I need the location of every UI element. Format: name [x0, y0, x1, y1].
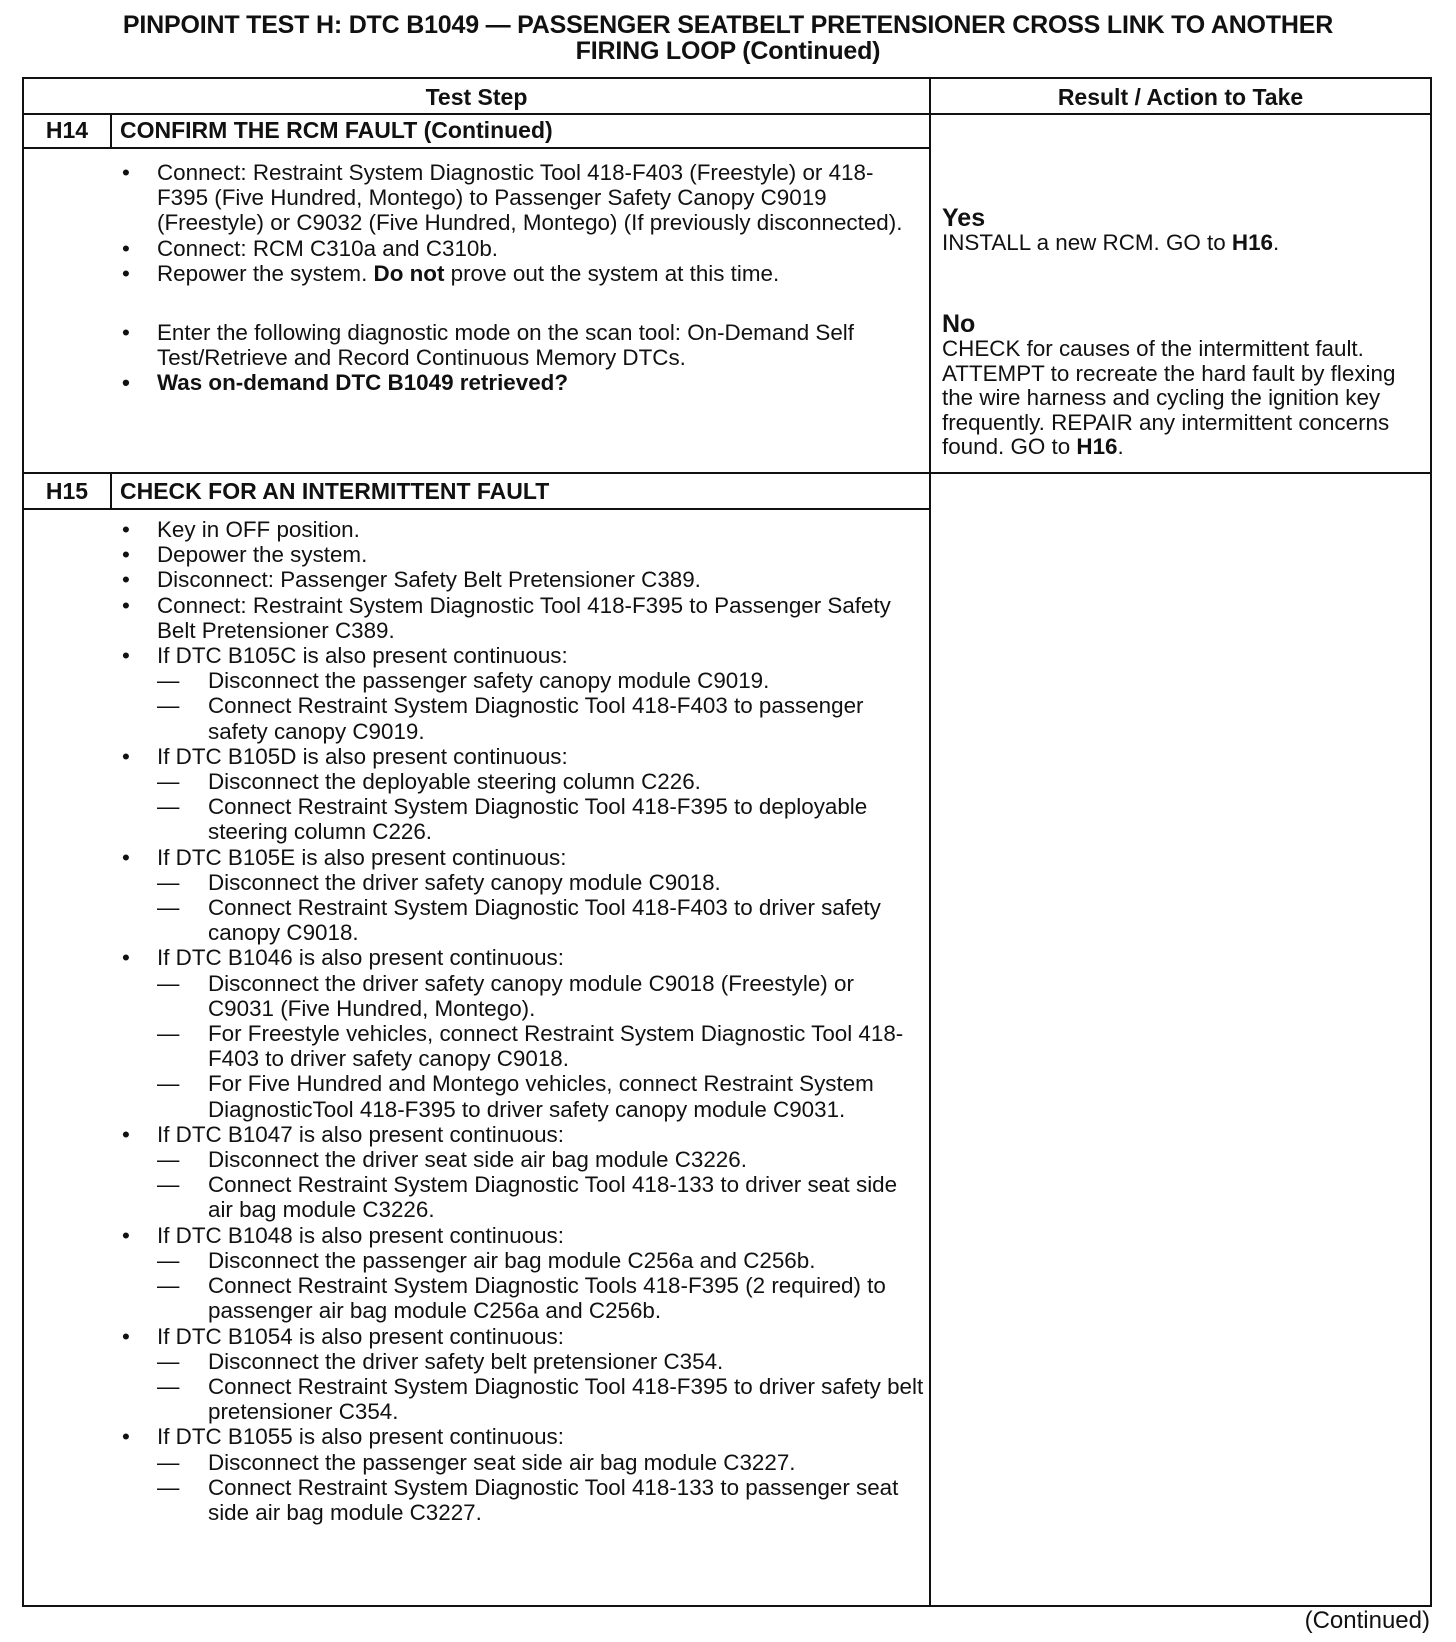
step-title: CONFIRM THE RCM FAULT (Continued)	[120, 117, 553, 143]
column-divider	[929, 79, 931, 1605]
step-id: H15	[45, 478, 89, 504]
list-item: • Connect: Restraint System Diagnostic Tool 418-F403 (Freestyle) or 418-F395 (Five Hundred, Montego) to Passenger Safety Canopy C9019 (Freestyle) or C9032 (Five Hundred, Montego) (If previously disconnected).	[122, 160, 903, 236]
sub-list-item: — Disconnect the passenger safety canopy module C9019.	[157, 668, 770, 694]
sub-list-item: — Connect Restraint System Diagnostic Tool 418-133 to driver seat side air bag module C3226.	[157, 1172, 898, 1223]
title-line-1: PINPOINT TEST H: DTC B1049 — PASSENGER SEATBELT PRETENSIONER CROSS LINK TO ANOTHER	[122, 11, 1334, 39]
sub-list-item: — Disconnect the deployable steering column C226.	[157, 769, 701, 795]
step-id-divider	[110, 113, 112, 149]
list-item: • If DTC B105D is also present continuous:	[122, 743, 568, 769]
result-no	[942, 311, 1422, 460]
sub-list-item: — Disconnect the driver seat side air bag module C3226.	[157, 1147, 747, 1173]
sub-list-item: — Disconnect the passenger seat side air bag module C3227.	[157, 1449, 796, 1475]
result-text: CHECK for causes of the intermittent fault. ATTEMPT to recreate the hard fault by flexing the wire harness and cycling the ignition key frequently. REPAIR any intermittent concerns found. GO to H16.	[942, 336, 1396, 460]
step-h15-actions	[24, 517, 924, 1525]
sub-list-item: — For Five Hundred and Montego vehicles, connect Restraint System DiagnosticTool 418-F395 to driver safety canopy module C9031.	[157, 1071, 874, 1122]
list-item: • Disconnect: Passenger Safety Belt Pretensioner C389.	[122, 567, 701, 593]
list-item: • If DTC B1054 is also present continuous:	[122, 1323, 564, 1349]
list-item: • If DTC B105E is also present continuous:	[122, 844, 567, 870]
column-header-test-step: Test Step	[425, 84, 528, 110]
result-text: INSTALL a new RCM. GO to H16.	[942, 230, 1280, 255]
sub-list-item: — Disconnect the driver safety belt pretensioner C354.	[157, 1348, 724, 1374]
list-item: • If DTC B1046 is also present continuous:	[122, 945, 564, 971]
list-item: • Connect: RCM C310a and C310b.	[122, 235, 499, 261]
list-item: • Was on-demand DTC B1049 retrieved?	[122, 370, 569, 396]
list-item: • Connect: Restraint System Diagnostic Tool 418-F395 to Passenger Safety Belt Pretensioner C389.	[122, 592, 891, 643]
step-id-divider	[110, 474, 112, 510]
list-item: • If DTC B105C is also present continuous:	[122, 643, 568, 669]
step-h14-actions	[24, 160, 924, 396]
list-item: • Enter the following diagnostic mode on the scan tool: On-Demand Self Test/Retrieve and Record Continuous Memory DTCs.	[122, 320, 854, 371]
step-title-rule	[24, 147, 929, 149]
list-item: • If DTC B1048 is also present continuous:	[122, 1222, 564, 1248]
result-label: No	[942, 310, 976, 338]
sub-list-item: — Connect Restraint System Diagnostic Tool 418-F403 to driver safety canopy C9018.	[157, 895, 881, 946]
sub-list-item: — Connect Restraint System Diagnostic Tool 418-F395 to deployable steering column C226.	[157, 794, 868, 845]
sub-list-item: — For Freestyle vehicles, connect Restraint System Diagnostic Tool 418-F403 to driver safety canopy C9018.	[157, 1021, 904, 1072]
result-label: Yes	[942, 204, 986, 232]
list-item: • Depower the system.	[122, 542, 368, 568]
sub-list-item: — Disconnect the passenger air bag module C256a and C256b.	[157, 1247, 816, 1273]
title-line-2: FIRING LOOP (Continued)	[575, 37, 881, 65]
column-header-result: Result / Action to Take	[1057, 84, 1304, 110]
page-title	[0, 12, 1456, 64]
sub-list-item: — Disconnect the driver safety canopy module C9018.	[157, 869, 721, 895]
list-item: • If DTC B1055 is also present continuous:	[122, 1424, 564, 1450]
result-yes	[942, 205, 1422, 256]
list-item: • If DTC B1047 is also present continuous:	[122, 1121, 564, 1147]
sub-list-item: — Connect Restraint System Diagnostic Tool 418-F403 to passenger safety canopy C9019.	[157, 693, 864, 744]
sub-list-item: — Connect Restraint System Diagnostic Tools 418-F395 (2 required) to passenger air bag module C256a and C256b.	[157, 1273, 886, 1324]
step-title: CHECK FOR AN INTERMITTENT FAULT	[120, 478, 550, 504]
sub-list-item: — Disconnect the driver safety canopy module C9018 (Freestyle) or C9031 (Five Hundred, Montego).	[157, 970, 854, 1021]
step-id: H14	[45, 117, 89, 143]
sub-list-item: — Connect Restraint System Diagnostic Tool 418-133 to passenger seat side air bag module C3227.	[157, 1474, 899, 1525]
step-title-rule	[24, 508, 929, 510]
sub-list-item: — Connect Restraint System Diagnostic Tool 418-F395 to driver safety belt pretensioner C354.	[157, 1373, 924, 1425]
list-item: • Key in OFF position.	[122, 517, 360, 542]
continued-note: (Continued)	[1304, 1607, 1430, 1634]
pinpoint-test-table	[22, 77, 1432, 1607]
list-item: • Repower the system. Do not prove out the system at this time.	[122, 260, 780, 286]
